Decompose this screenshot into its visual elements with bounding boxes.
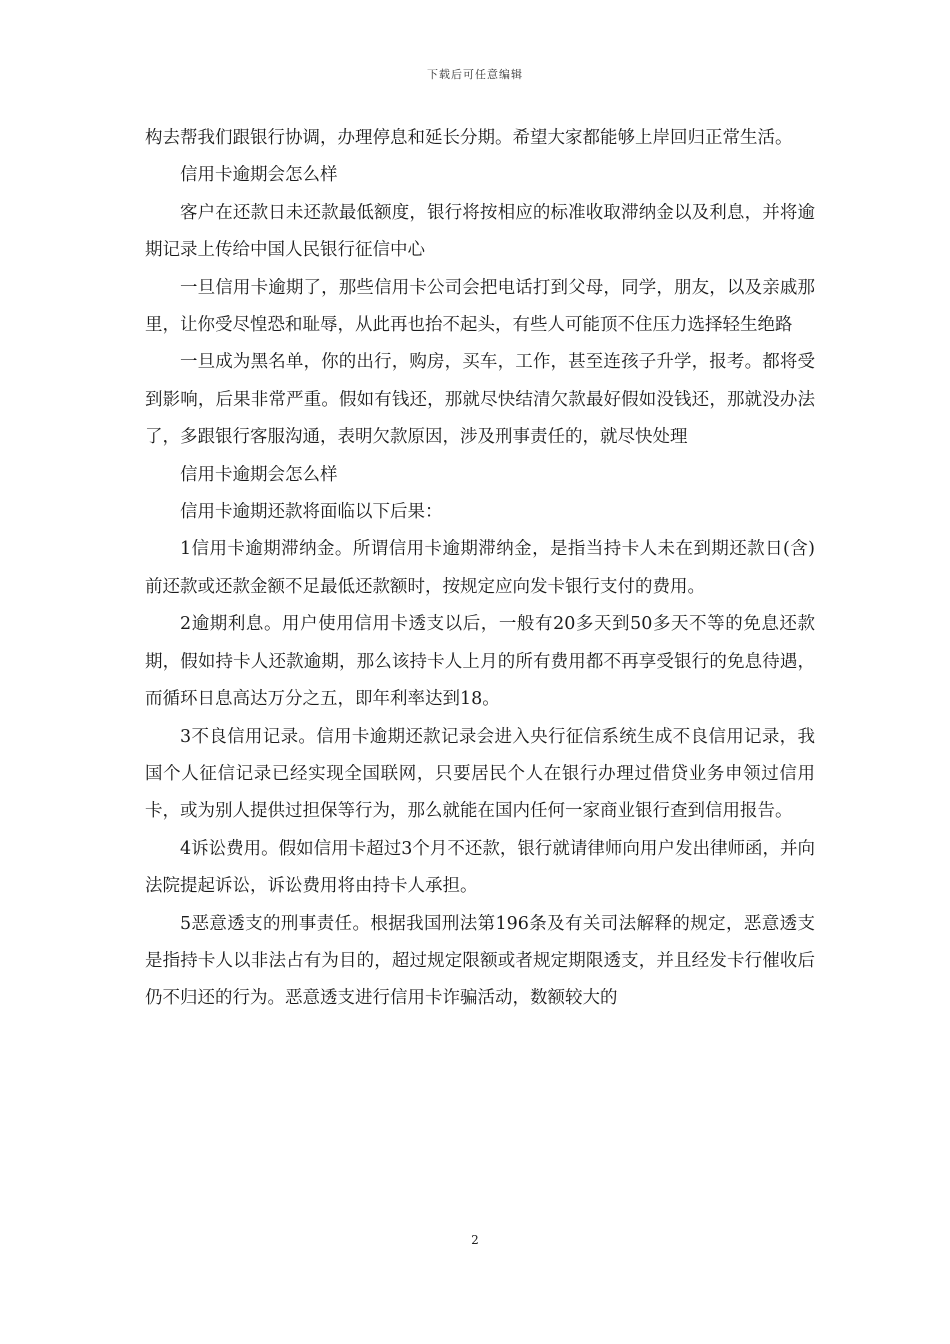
paragraph: 一旦信用卡逾期了，那些信用卡公司会把电话打到父母，同学，朋友，以及亲戚那里，让你受尽惶恐和耻辱，从此再也抬不起头，有些人可能顶不住压力选择轻生绝路 [145,277,815,336]
section-heading: 信用卡逾期会怎么样 [180,165,338,186]
paragraph: 构去帮我们跟银行协调，办理停息和延长分期。希望大家都能够上岸回归正常生活。 [145,128,793,148]
list-item: 3不良信用记录。信用卡逾期还款记录会进入央行征信系统生成不良信用记录，我国个人征信记录已经实现全国联网，只要居民个人在银行办理过借贷业务申领过信用卡，或为别人提供过担保等行为，那么就能在国内任何一家商业银行查到信用报告。 [145,726,815,822]
document-body [145,120,815,1018]
paragraph: 信用卡逾期还款将面临以下后果： [180,502,443,523]
list-item: 5恶意透支的刑事责任。根据我国刑法第196条及有关司法解释的规定，恶意透支是指持卡人以非法占有为目的，超过规定限额或者规定期限透支，并且经发卡行催收后仍不归还的行为。恶意透支进行信用卡诈骗活动，数额较大的 [145,913,815,1009]
page-header: 下载后可任意编辑 [427,68,523,81]
paragraph: 客户在还款日未还款最低额度，银行将按相应的标准收取滞纳金以及利息，并将逾期记录上传给中国人民银行征信中心 [145,202,815,261]
paragraph: 一旦成为黑名单，你的出行，购房，买车，工作，甚至连孩子升学，报考。都将受到影响，后果非常严重。假如有钱还，那就尽快结清欠款最好假如没钱还，那就没办法了，多跟银行客服沟通，表明欠款原因，涉及刑事责任的，就尽快处理 [145,352,815,448]
section-heading: 信用卡逾期会怎么样 [180,464,338,485]
page-number: 2 [471,1233,479,1247]
list-item: 4诉讼费用。假如信用卡超过3个月不还款，银行就请律师向用户发出律师函，并向法院提起诉讼，诉讼费用将由持卡人承担。 [145,838,815,897]
list-item: 2逾期利息。用户使用信用卡透支以后，一般有20多天到50多天不等的免息还款期，假如持卡人还款逾期，那么该持卡人上月的所有费用都不再享受银行的免息待遇，而循环日息高达万分之五，即年利率达到18。 [145,614,815,710]
list-item: 1信用卡逾期滞纳金。所谓信用卡逾期滞纳金，是指当持卡人未在到期还款日(含)前还款或还款金额不足最低还款额时，按规定应向发卡银行支付的费用。 [145,539,815,597]
